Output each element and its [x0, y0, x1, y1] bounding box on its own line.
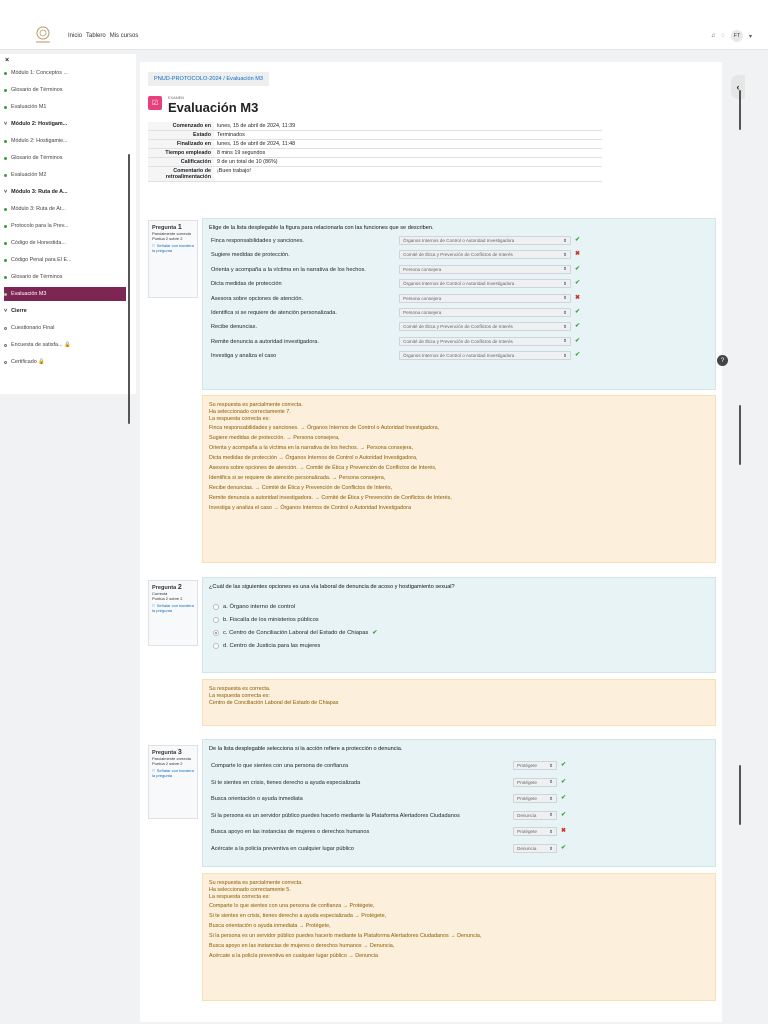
quiz-icon: ☑ [148, 96, 162, 110]
question-info-3 [148, 745, 198, 819]
feedback-line: Su respuesta es correcta. [209, 686, 271, 692]
feedback-line: Identifica si se requiere de atención personalizada. → Persona consejera, [209, 475, 386, 481]
sidebar-item-label: Evaluación M3 [11, 291, 47, 297]
sidebar-item-label: Módulo 2: Hostigamie... [11, 138, 68, 144]
nav-link-mis-cursos[interactable]: Mis cursos [109, 33, 139, 39]
match-row [211, 336, 707, 348]
select-value: Comité de Ética y Prevención de Conflictos de Interés [403, 338, 513, 344]
answer-option[interactable] [213, 600, 709, 613]
feedback-line: Su respuesta es parcialmente correcta. [209, 880, 303, 886]
feedback-line: La respuesta correcta es: [209, 693, 270, 699]
completed-dot-icon [4, 293, 7, 296]
bell-icon[interactable]: ♫ [710, 33, 716, 39]
summary-value: Terminados [214, 131, 602, 140]
sidebar-item[interactable] [4, 355, 126, 369]
select-chevron-icon: ⬍ [563, 309, 567, 315]
flag-question-link[interactable]: ⚐ Señalar con bandera la pregunta [152, 243, 194, 253]
feedback-line: Finca responsabilidades y sanciones. → Órganos Internos de Control o Autoridad Investigadora, [209, 425, 440, 431]
completed-dot-icon [4, 106, 7, 109]
match-row [211, 293, 707, 305]
sidebar-item-label: Módulo 1: Conceptos ... [11, 70, 68, 76]
circle-icon [4, 344, 7, 347]
feedback-line: Ha seleccionado correctamente 7. [209, 409, 291, 415]
match-row [211, 760, 707, 772]
question-info-1 [148, 220, 198, 298]
summary-key: Comentario de retroalimentación [148, 167, 214, 182]
site-logo[interactable] [32, 26, 54, 44]
completed-dot-icon [4, 208, 7, 211]
feedback-line: Dicta medidas de protección → Órganos Internos de Control o Autoridad Investigadora, [209, 455, 418, 461]
match-row [211, 278, 707, 290]
sidebar-item[interactable] [4, 304, 126, 318]
feedback-line: Centro de Conciliación Laboral del Estado de Chiapas [209, 700, 339, 706]
check-icon: ✔ [575, 265, 581, 272]
answer-select[interactable] [399, 279, 571, 288]
sidebar-item[interactable] [4, 236, 126, 250]
sidebar-item-label: Glosario de Términos [11, 274, 63, 280]
sidebar-item[interactable] [4, 270, 126, 284]
question-points: Puntúa 2 sobre 2 [152, 596, 183, 601]
match-row [211, 793, 707, 805]
answer-select[interactable] [513, 761, 557, 770]
course-index-drawer [0, 54, 136, 394]
match-row [211, 249, 707, 261]
completed-dot-icon [4, 225, 7, 228]
sidebar-item-label: Cierre [11, 308, 27, 314]
answer-option[interactable] [213, 613, 709, 626]
match-row-label: Dicta medidas de protección [211, 281, 282, 288]
check-icon: ✔ [575, 337, 581, 344]
select-chevron-icon: ⬍ [549, 828, 553, 834]
summary-row [148, 131, 602, 140]
question-2-feedback [202, 679, 716, 726]
sidebar-item[interactable] [4, 100, 126, 114]
question-status: Parcialmente correcta [152, 231, 191, 236]
question-1-feedback [202, 395, 716, 563]
answer-select[interactable] [513, 778, 557, 787]
feedback-line: Acércate a la policía preventiva en cualquier lugar público → Denuncia [209, 953, 379, 959]
match-row-label: Sugiere medidas de protección. [211, 252, 290, 259]
match-row-label: Acércate a la policía preventiva en cualquier lugar público [211, 846, 355, 852]
match-row-label: Asesora sobre opciones de atención. [211, 295, 304, 302]
check-icon: ✔ [575, 323, 581, 330]
match-row [211, 826, 707, 838]
question-info-2 [148, 580, 198, 646]
sidebar-item[interactable] [4, 168, 126, 182]
sidebar-item[interactable] [4, 185, 126, 199]
feedback-line: Si la persona es un servidor público puedes hacerlo mediante la Plataforma Alertadores Ciudadanos → Denuncia, [209, 933, 482, 939]
summary-key: Comenzado en [148, 122, 214, 131]
answer-select[interactable] [513, 827, 557, 836]
question-status: Parcialmente correcta [152, 756, 191, 761]
sidebar-item-label: Módulo 2: Hostigam... [11, 121, 68, 127]
check-icon: ✔ [561, 762, 567, 768]
cross-icon: ✖ [561, 828, 567, 835]
select-chevron-icon: ⬍ [563, 338, 567, 344]
circle-icon [4, 327, 7, 330]
sidebar-item-label: Glosario de Términos [11, 87, 63, 93]
feedback-line: Comparte lo que sientes con una persona de confianza → Protégete, [209, 903, 375, 909]
feedback-line: La respuesta correcta es: [209, 894, 270, 900]
flag-icon: ⚐ [152, 243, 157, 248]
select-value: Órganos Internos de Control o Autoridad Investigadora [403, 238, 515, 243]
match-row [211, 350, 707, 362]
radio-button[interactable] [213, 643, 219, 649]
match-row-label: Remite denuncia a autoridad investigadora. [211, 338, 319, 345]
sidebar-item-label: Glosario de Términos [11, 155, 63, 161]
help-icon[interactable]: ? [717, 355, 728, 366]
check-icon: ✔ [575, 309, 581, 315]
answer-select[interactable] [399, 265, 571, 274]
sidebar-item[interactable] [4, 321, 126, 335]
check-icon: ✔ [561, 778, 567, 785]
select-value: Persona consejera [403, 266, 442, 272]
radio-button[interactable] [213, 604, 219, 610]
summary-row [148, 122, 602, 131]
select-chevron-icon: ⬍ [563, 251, 567, 257]
question-number: Pregunta 2 [152, 584, 182, 591]
question-points: Puntúa 2 sobre 2 [152, 761, 183, 766]
question-3-box [202, 739, 716, 867]
sidebar-item[interactable] [4, 287, 126, 301]
chevron-down-icon[interactable]: ▾ [748, 33, 752, 40]
sidebar-item[interactable] [4, 338, 126, 352]
answer-option-label: b. Fiscalía de los ministerios públicos [223, 616, 319, 623]
summary-key: Finalizado en [148, 140, 214, 149]
top-navbar [0, 0, 768, 50]
cross-icon: ✖ [575, 294, 581, 301]
nav-link-inicio[interactable]: Inicio [68, 33, 83, 39]
select-value: Protégete [517, 779, 537, 785]
match-row [211, 307, 707, 319]
match-row-label: Si la persona es un servidor público puedes hacerlo mediante la Plataforma Alertadores Ciudadanos [211, 812, 460, 819]
match-row-label: Recibe denuncias. [211, 324, 258, 331]
sidebar-item-label: Cuestionario Final [11, 325, 55, 331]
feedback-line: Recibe denuncias. → Comité de Ética y Prevención de Conflictos de Interés, [209, 485, 393, 491]
close-icon[interactable]: × [5, 57, 10, 64]
question-number: Pregunta 3 [152, 749, 182, 756]
select-value: Órganos Internos de Control o Autoridad Investigadora [403, 353, 515, 359]
answer-option-label: d. Centro de Justicia para las mujeres [223, 642, 321, 649]
feedback-line: Remite denuncia a autoridad investigadora. → Comité de Ética y Prevención de Conflictos de Interés, [209, 495, 452, 501]
main-content [140, 62, 722, 1022]
sidebar-scrollbar[interactable] [128, 154, 130, 424]
page-title: Evaluación M3 [168, 100, 259, 115]
answer-select[interactable] [399, 322, 571, 331]
question-1-box [202, 218, 716, 390]
sidebar-item-label: Módulo 3: Ruta de At... [11, 206, 66, 212]
question-3-feedback [202, 873, 716, 1001]
answer-select[interactable] [399, 236, 571, 245]
completed-dot-icon [4, 174, 7, 177]
completed-dot-icon [4, 259, 7, 262]
summary-value: 9 de un total de 10 (86%) [214, 158, 602, 167]
select-value: Comité de Ética y Prevención de Conflictos de Interés [403, 252, 513, 258]
answer-option[interactable] [213, 639, 709, 652]
answer-select[interactable] [399, 294, 571, 303]
avatar[interactable]: FT [731, 30, 743, 42]
select-value: Órganos Internos de Control o Autoridad Investigadora [403, 281, 515, 287]
sidebar-item[interactable] [4, 83, 126, 97]
flag-question-link[interactable]: ⚐ Señalar con bandera la pregunta [152, 603, 194, 613]
attempt-summary-table [148, 122, 602, 182]
answer-select[interactable] [513, 794, 557, 803]
select-value: Persona consejera [403, 295, 442, 301]
select-value: Denuncia [517, 812, 537, 818]
page-scrollbar-segment[interactable] [739, 405, 741, 465]
select-value: Persona consejera [403, 310, 442, 315]
feedback-line: Su respuesta es parcialmente correcta. [209, 402, 303, 408]
question-2-box [202, 577, 716, 673]
question-text: ¿Cuál de las siguientes opciones es una vía laboral de denuncia de acoso y hostigamiento sexual? [209, 584, 455, 590]
answer-option-label: a. Órgano interno de control [223, 603, 296, 610]
select-chevron-icon: ⬍ [563, 280, 567, 286]
select-chevron-icon: ⬍ [563, 237, 567, 243]
summary-key: Tiempo empleado [148, 149, 214, 158]
match-row [211, 264, 707, 276]
user-area [711, 30, 752, 42]
select-value: Protégete [517, 763, 537, 768]
completed-dot-icon [4, 89, 7, 92]
feedback-line: La respuesta correcta es: [209, 416, 270, 422]
select-chevron-icon: ⬍ [549, 795, 553, 801]
radio-button[interactable] [213, 617, 219, 623]
sidebar-item[interactable] [4, 66, 126, 80]
completed-dot-icon [4, 242, 7, 245]
sidebar-item[interactable] [4, 151, 126, 165]
question-text: De la lista desplegable selecciona si la acción refiere a protección o denuncia. [209, 746, 403, 752]
feedback-line: Si te sientes en crisis, tienes derecho a ayuda especializada → Protégete, [209, 913, 387, 919]
match-row-label: Orienta y acompaña a la víctima en la narrativa de los hechos. [211, 266, 366, 273]
select-chevron-icon: ⬍ [549, 779, 553, 785]
sidebar-item-label: Evaluación M2 [11, 172, 47, 178]
match-row-label: Busca apoyo en las instancias de mujeres o derechos humanos [211, 829, 370, 836]
chevron-down-icon: ˅ [4, 121, 8, 127]
select-value: Comité de Ética y Prevención de Conflictos de Interés [403, 324, 513, 330]
feedback-line: Busca orientación o ayuda inmediata → Protégete, [209, 923, 331, 929]
answer-select[interactable] [399, 250, 571, 259]
flag-icon: ⚐ [152, 768, 157, 773]
sidebar-item-label: Módulo 3: Ruta de A... [11, 189, 68, 195]
question-text: Elige de la lista desplegable la figura para relacionarla con las funciones que se describen. [209, 225, 434, 231]
sidebar-item-label: Código Penal para El E... [11, 257, 72, 263]
check-icon: ✔ [372, 629, 378, 636]
match-row-label: Busca orientación o ayuda inmediata [211, 796, 303, 803]
summary-value: 8 mins 19 segundos [214, 149, 602, 158]
check-icon: ✔ [561, 795, 567, 802]
sidebar-item-label: Código de Honestida... [11, 240, 66, 246]
summary-key: Calificación [148, 158, 214, 167]
summary-row [148, 158, 602, 167]
check-icon: ✔ [575, 352, 581, 359]
match-row [211, 321, 707, 333]
sidebar-item[interactable] [4, 117, 126, 131]
sidebar-item-label: Protocolo para la Prev... [11, 223, 69, 229]
chevron-left-icon: ‹ [736, 82, 740, 92]
answer-select[interactable] [513, 811, 557, 820]
question-number: Pregunta 1 [152, 224, 182, 231]
answer-select[interactable] [399, 351, 571, 360]
sidebar-item[interactable] [4, 253, 126, 267]
page-scrollbar-thumb[interactable] [739, 90, 741, 130]
match-row-label: Identifica si se requiere de atención personalizada. [211, 310, 337, 316]
summary-value: lunes, 15 de abril de 2024, 11:39 [214, 122, 602, 131]
match-row [211, 777, 707, 789]
select-chevron-icon: ⬍ [563, 323, 567, 329]
select-value: Protégete [517, 829, 537, 835]
summary-value: lunes, 15 de abril de 2024, 11:48 [214, 140, 602, 149]
summary-row [148, 149, 602, 158]
sidebar-item[interactable] [4, 219, 126, 233]
select-chevron-icon: ⬍ [549, 812, 553, 818]
select-value: Denuncia [517, 846, 537, 851]
select-chevron-icon: ⬍ [563, 266, 567, 272]
radio-button[interactable] [213, 630, 219, 636]
select-chevron-icon: ⬍ [549, 845, 553, 851]
summary-row [148, 167, 602, 182]
activity-type-label: EXAMEN [168, 96, 185, 100]
feedback-line: Sugiere medidas de protección. → Persona consejera, [209, 435, 340, 441]
summary-row [148, 140, 602, 149]
flag-question-link[interactable]: ⚐ Señalar con bandera la pregunta [152, 768, 194, 778]
match-row-label: Investiga y analiza el caso [211, 353, 277, 360]
sidebar-item-label: Certificado 🔒 [11, 359, 45, 365]
feedback-line: Orienta y acompaña a la víctima en la narrativa de los hechos. → Persona consejera, [209, 445, 414, 451]
sidebar-item-label: Evaluación M1 [11, 104, 47, 110]
match-row-label: Comparte lo que sientes con una persona de confianza [211, 763, 349, 769]
answer-option[interactable] [213, 626, 709, 639]
match-row [211, 235, 707, 247]
sidebar-item[interactable] [4, 202, 126, 216]
page-scrollbar-segment[interactable] [739, 765, 741, 825]
breadcrumb[interactable]: PNUD-PROTOCOLO-2024 / Evaluación M3 [148, 72, 269, 86]
answer-select[interactable] [399, 337, 571, 346]
open-block-drawer-button[interactable] [731, 75, 745, 99]
select-chevron-icon: ⬍ [563, 352, 567, 358]
check-icon: ✔ [575, 237, 581, 243]
question-points: Puntúa 2 sobre 2 [152, 236, 183, 241]
select-chevron-icon: ⬍ [549, 762, 553, 768]
answer-select[interactable] [399, 308, 571, 317]
check-icon: ✔ [575, 280, 581, 287]
completed-dot-icon [4, 72, 7, 75]
feedback-line: Busca apoyo en las instancias de mujeres o derechos humanos → Denuncia, [209, 943, 395, 949]
match-row-label: Finca responsabilidades y sanciones. [211, 238, 304, 244]
summary-value: ¡Buen trabajo! [214, 167, 602, 182]
completed-dot-icon [4, 140, 7, 143]
select-value: Protégete [517, 796, 537, 802]
circle-icon [4, 361, 7, 364]
primary-nav [68, 33, 138, 39]
chat-icon[interactable]: ◌ [721, 33, 725, 39]
feedback-line: Asesora sobre opciones de atención. → Comité de Ética y Prevención de Conflictos de Interés, [209, 465, 437, 471]
nav-link-tablero[interactable]: Tablero [86, 33, 106, 39]
sidebar-item-label: Encuesta de satisfa... 🔒 [11, 342, 71, 348]
feedback-line: Investiga y analiza el caso → Órganos Internos de Control o Autoridad Investigadora [209, 505, 411, 511]
summary-key: Estado [148, 131, 214, 140]
check-icon: ✔ [561, 845, 567, 851]
match-row [211, 810, 707, 822]
chevron-down-icon: ˅ [4, 189, 8, 195]
answer-select[interactable] [513, 844, 557, 853]
completed-dot-icon [4, 276, 7, 279]
completed-dot-icon [4, 157, 7, 160]
match-row [211, 843, 707, 855]
flag-icon: ⚐ [152, 603, 157, 608]
chevron-down-icon: ˅ [4, 308, 8, 314]
select-chevron-icon: ⬍ [563, 295, 567, 301]
answer-option-label: c. Centro de Conciliación Laboral del Estado de Chiapas [223, 629, 369, 636]
check-icon: ✔ [561, 811, 567, 818]
sidebar-item[interactable] [4, 134, 126, 148]
match-row-label: Si te sientes en crisis, tienes derecho a ayuda especializada [211, 779, 361, 786]
question-status: Correcta [152, 591, 168, 596]
cross-icon: ✖ [575, 251, 581, 258]
feedback-line: Ha seleccionado correctamente 5. [209, 887, 291, 893]
